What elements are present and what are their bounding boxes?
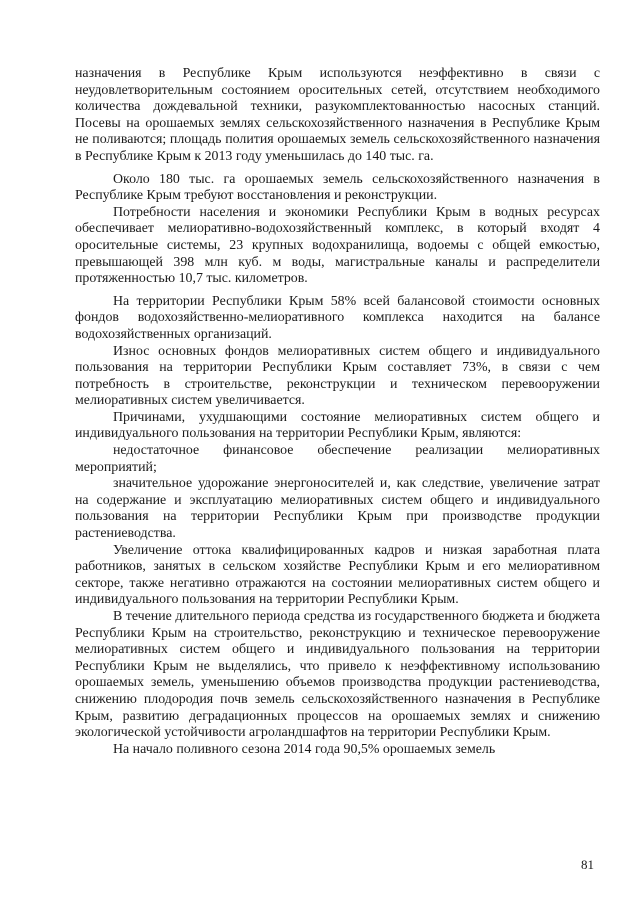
paragraph: На начало поливного сезона 2014 года 90,5% орошаемых земель <box>113 741 496 757</box>
paragraph: Увеличение оттока квалифицированных кадров и низкая заработная плата работников, занятых в сельском хозяйстве Республики Крым и его мелиоративном секторе, также негативно отражаются на состоянии мелиоративных систем общего и индивидуального пользования на территории Республики Крым. <box>75 542 600 608</box>
list-item: недостаточное финансовое обеспечение реализации мелиоративных мероприятий; <box>75 443 600 475</box>
paragraph: В течение длительного периода средства из государственного бюджета и бюджета Республики Крым на строительство, реконструкцию и техническое перевооружение мелиоративных систем общего и индивидуального пользования на территории Республики Крым не выделялись, что привело к неэффективному использованию орошаемых земель, уменьшению объемов производства продукции растениеводства, снижению плодородия почв земель сельскохозяйственного назначения в Республике Крым, развитию деградационных процессов на орошаемых землях и снижению экологической устойчивости агроландшафтов на территории Республики Крым. <box>75 609 600 741</box>
paragraph: Причинами, ухудшающими состояние мелиоративных систем общего и индивидуального пользования на территории Республики Крым, являются: <box>75 409 600 442</box>
page-number: 81 <box>581 857 594 872</box>
body-text <box>75 66 600 758</box>
paragraph: Около 180 тыс. га орошаемых земель сельскохозяйственного назначения в Республике Крым требуют восстановления и реконструкции. <box>75 171 600 204</box>
paragraph: На территории Республики Крым 58% всей балансовой стоимости основных фондов водохозяйственно-мелиоративного комплекса находится на балансе водохозяйственных организаций. <box>75 293 600 342</box>
list-item: значительное удорожание энергоносителей и, как следствие, увеличение затрат на содержание и эксплуатацию мелиоративных систем общего и индивидуального пользования на территории Республики Крым при производстве продукции растениеводства. <box>75 476 600 542</box>
paragraph: назначения в Республике Крым используются неэффективно в связи с неудовлетворительным состоянием оросительных сетей, отсутствием необходимого количества дождевальной техники, разукомплектованностью насосных станций. Посевы на орошаемых землях сельскохозяйственного назначения в Республике Крым не поливаются; площадь полития орошаемых земель сельскохозяйственного назначения в Республике Крым к 2013 году уменьшилась до 140 тыс. га. <box>75 66 600 164</box>
paragraph: Потребности населения и экономики Республики Крым в водных ресурсах обеспечивает мелиоративно-водохозяйственный комплекс, в который входят 4 оросительные системы, 23 крупных водохранилища, водоемы с общей емкостью, превышающей 398 млн куб. м воды, магистральные каналы и распределители протяженностью 10,7 тыс. километров. <box>75 204 600 287</box>
paragraph: Износ основных фондов мелиоративных систем общего и индивидуального пользования на территории Республики Крым составляет 73%, в связи с чем потребность в строительстве, реконструкции и техническом перевооружении мелиоративных систем увеличивается. <box>75 343 600 409</box>
